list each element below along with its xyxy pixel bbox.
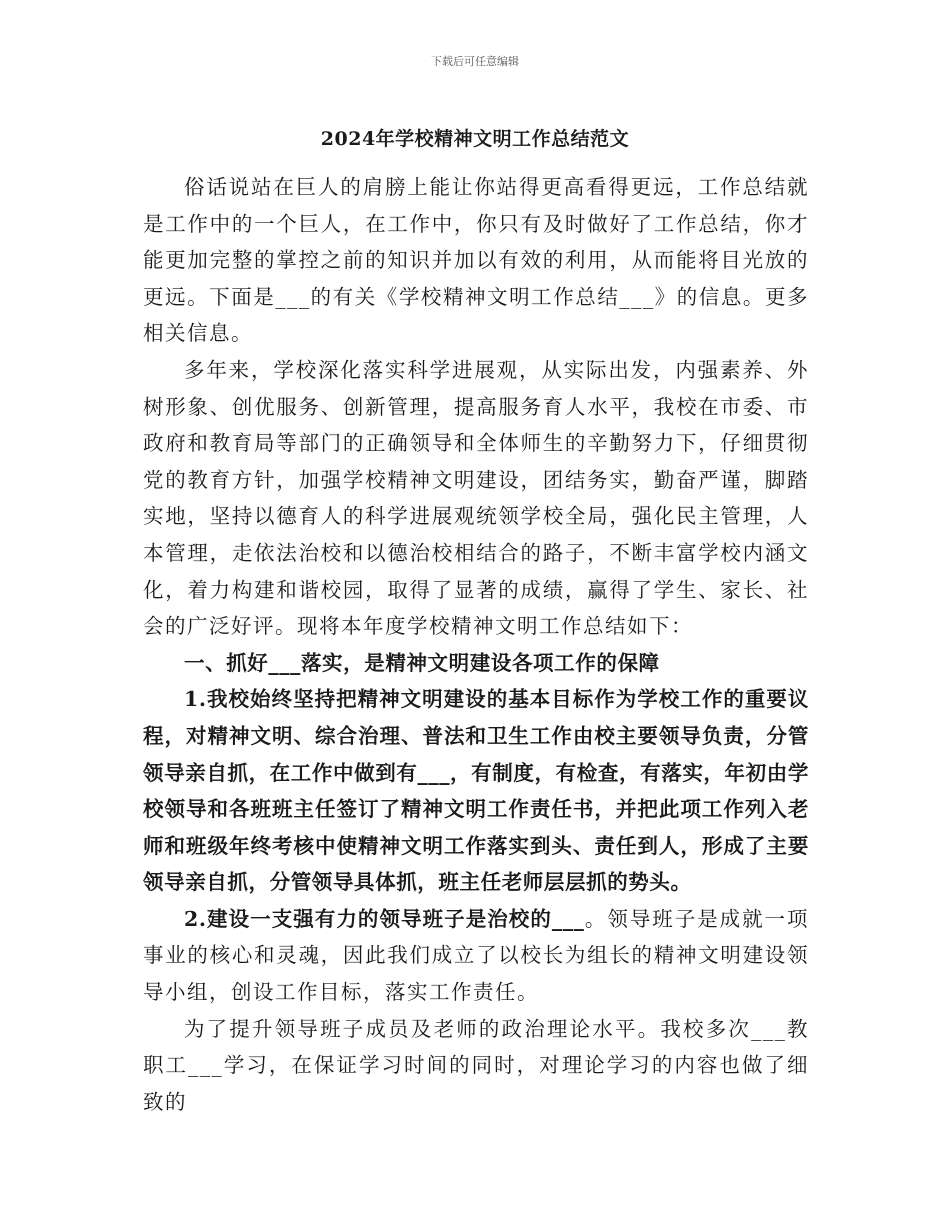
section-heading-1: 一、抓好___落实，是精神文明建设各项工作的保障: [184, 650, 660, 675]
document-title: 2024年学校精神文明工作总结范文: [320, 128, 630, 150]
list-item-2-rest: 。领导班子是成就一项事业的核心和灵魂，因此我们成立了以校长为组长的精神文明建设领导小组，创设工作目标，落实工作责任。: [143, 906, 810, 1005]
list-item-2: [143, 901, 809, 1011]
header-note: 下载后可任意编辑: [431, 55, 519, 68]
list-item-2-lead: 2.建设一支强有力的领导班子是治校的___: [184, 906, 585, 931]
closing-paragraph: 为了提升领导班子成员及老师的政治理论水平。我校多次___教职工___学习，在保证学习时间的同时，对理论学习的内容也做了细致的: [143, 1016, 809, 1114]
document-body: [143, 169, 809, 1120]
list-item-1: 1.我校始终坚持把精神文明建设的基本目标作为学校工作的重要议程，对精神文明、综合治理、普法和卫生工作由校主要领导负责，分管领导亲自抓，在工作中做到有___，有制度，有检查，有落实，年初由学校领导和各班班主任签订了精神文明工作责任书，并把此项工作列入老师和班级年终考核中使精神文明工作落实到头、责任到人，形成了主要领导亲自抓，分管领导具体抓，班主任老师层层抓的势头。: [143, 687, 809, 895]
intro-paragraph: 俗话说站在巨人的肩膀上能让你站得更高看得更远，工作总结就是工作中的一个巨人，在工作中，你只有及时做好了工作总结，你才能更加完整的掌控之前的知识并加以有效的利用，从而能将目光放的更远。下面是___的有关《学校精神文明工作总结___》的信息。更多相关信息。: [143, 175, 809, 346]
summary-paragraph: 多年来，学校深化落实科学进展观，从实际出发，内强素养、外树形象、创优服务、创新管理，提高服务育人水平，我校在市委、市政府和教育局等部门的正确领导和全体师生的辛勤努力下，仔细贯彻党的教育方针，加强学校精神文明建设，团结务实，勤奋严谨，脚踏实地，坚持以德育人的科学进展观统领学校全局，强化民主管理，人本管理，走依法治校和以德治校相结合的路子，不断丰富学校内涵文化，着力构建和谐校园，取得了显著的成绩，赢得了学生、家长、社会的广泛好评。现将本年度学校精神文明工作总结如下：: [143, 357, 809, 639]
